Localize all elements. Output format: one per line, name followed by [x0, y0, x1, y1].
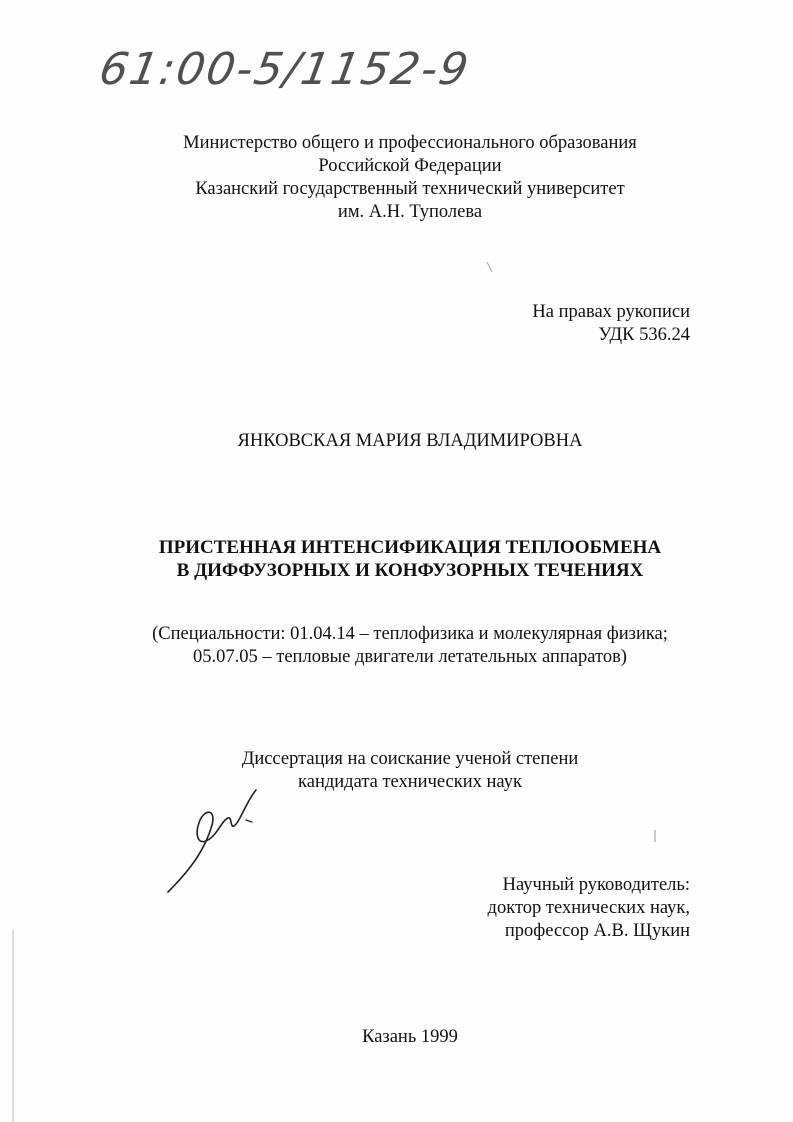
title-line: ПРИСТЕННАЯ ИНТЕНСИФИКАЦИЯ ТЕПЛООБМЕНА — [158, 537, 662, 558]
rights-line: На правах рукописи — [532, 302, 690, 322]
title-line: В ДИФФУЗОРНЫХ И КОНФУЗОРНЫХ ТЕЧЕНИЯХ — [176, 560, 644, 581]
author-name: ЯНКОВСКАЯ МАРИЯ ВЛАДИМИРОВНА — [237, 431, 583, 451]
header-line: им. А.Н. Туполева — [337, 202, 483, 222]
scientific-advisor — [488, 874, 690, 943]
header-line: Российской Федерации — [318, 156, 502, 176]
specialty-line: (Специальности: 01.04.14 – теплофизика и молекулярная физика; — [152, 624, 668, 644]
specialty-line: 05.07.05 – тепловые двигатели летательных аппаратов) — [193, 647, 627, 667]
city-year: Казань 1999 — [362, 1027, 458, 1047]
ministry-header — [130, 132, 690, 224]
signature-dot — [246, 820, 252, 822]
advisor-line: профессор А.В. Щукин — [504, 921, 690, 941]
header-line: Казанский государственный технический университет — [195, 179, 625, 199]
advisor-line: Научный руководитель: — [502, 875, 690, 895]
header-line: Министерство общего и профессионального образования — [183, 133, 637, 153]
degree-line: Диссертация на соискание ученой степени — [241, 749, 579, 769]
advisor-line: доктор технических наук, — [487, 898, 690, 918]
manuscript-rights — [532, 301, 690, 347]
udc-code: УДК 536.24 — [598, 325, 690, 345]
specialties — [110, 623, 710, 669]
signature-stroke — [168, 790, 256, 892]
handwritten-archive-code: 61:00-5/1152-9 — [95, 44, 474, 95]
signature-image — [160, 780, 270, 900]
scan-speck-2 — [487, 262, 492, 272]
dissertation-title — [110, 536, 710, 582]
degree-line: кандидата технических наук — [298, 772, 522, 792]
